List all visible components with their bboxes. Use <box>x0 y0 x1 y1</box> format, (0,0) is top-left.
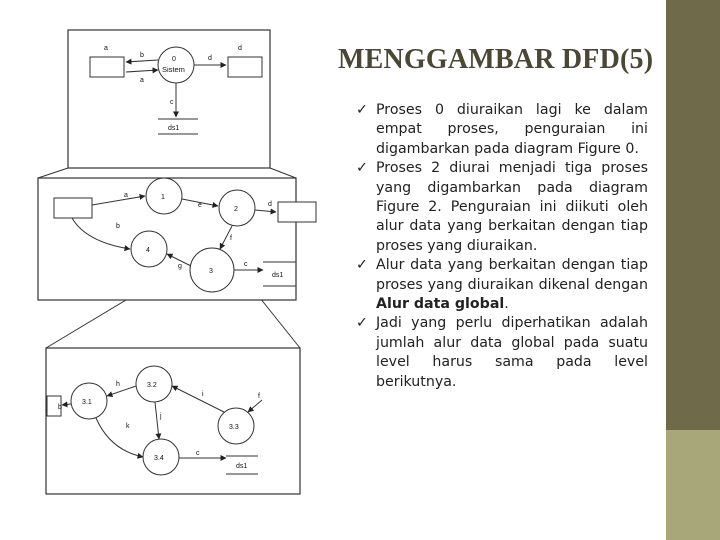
process-0-name: Sistem <box>162 65 185 74</box>
flow-label: c <box>244 261 248 268</box>
external-entity-d <box>278 202 316 222</box>
flow-label: a <box>140 77 144 84</box>
flow-label: h <box>116 381 120 388</box>
process-number: 3 <box>209 268 213 275</box>
entity-d-label: d <box>238 45 242 52</box>
checkmark-icon: ✓ <box>356 102 368 118</box>
process-number: 3.1 <box>82 399 92 406</box>
process-number: 4 <box>146 247 150 254</box>
process-number: 3.3 <box>229 424 239 431</box>
store-label: ds1 <box>236 463 248 470</box>
bullet-text: Proses 2 diurai menjadi tiga proses yang digambarkan pada diagram Figure 2. Penguraian ini diikuti oleh alur data yang berkaitan dengan tiap proses yang diuraikan. <box>376 160 648 254</box>
process-0-number: 0 <box>172 56 176 63</box>
flow-label: c <box>170 99 174 106</box>
bullet-item <box>356 159 648 256</box>
flow-label: e <box>198 202 202 209</box>
flow-label: f <box>230 235 232 242</box>
bullet-item <box>356 101 648 159</box>
flow-label: a <box>124 192 128 199</box>
flow-label: d <box>208 55 212 62</box>
flow-label: b <box>140 52 144 59</box>
checkmark-icon: ✓ <box>356 160 368 177</box>
bullet-list <box>356 101 648 392</box>
dfd-level-0 <box>68 30 270 168</box>
bullet-item <box>356 256 648 314</box>
process-number: 2 <box>234 206 238 213</box>
bullet-text: Jadi yang perlu diperhatikan adalah jumlah alur data global pada suatu level harus sama pada level berikutnya. <box>376 315 648 390</box>
store-label: ds1 <box>168 125 180 132</box>
dfd-level-1 <box>38 178 316 300</box>
bullet-text: Proses 0 diuraikan lagi ke dalam empat proses, penguraian ini digambarkan pada diagram Figure 0. <box>376 102 648 157</box>
flow-label: b <box>116 223 120 230</box>
flow-label: k <box>126 423 130 430</box>
process-number: 3.4 <box>154 455 164 462</box>
external-entity-a <box>90 57 124 77</box>
flow-label: f <box>258 393 260 400</box>
flow-label: b <box>58 404 62 411</box>
external-entity-a <box>54 198 92 218</box>
checkmark-icon: ✓ <box>356 315 368 332</box>
store-label: ds1 <box>272 272 284 279</box>
flow-label: i <box>202 391 204 398</box>
flow-label: c <box>196 450 200 457</box>
entity-a-label: a <box>104 45 108 52</box>
external-entity-d <box>228 57 262 77</box>
slide-title: MENGGAMBAR DFD(5) <box>338 44 654 75</box>
checkmark-icon: ✓ <box>356 257 368 274</box>
flow-label: g <box>178 263 182 270</box>
bullet-emphasis: Alur data global <box>376 296 505 313</box>
flow-label: j <box>160 413 162 420</box>
bullet-text: . <box>504 296 509 313</box>
bullet-item <box>356 314 648 392</box>
sidebar-accent-dark <box>666 0 720 430</box>
sidebar-accent-light <box>666 430 720 540</box>
process-number: 3.2 <box>147 382 157 389</box>
process-number: 1 <box>161 194 165 201</box>
flow-label: d <box>268 201 272 208</box>
bullet-text: Alur data yang berkaitan dengan tiap proses yang diuraikan dikenal dengan <box>376 257 648 293</box>
dfd-level-2 <box>46 348 300 494</box>
